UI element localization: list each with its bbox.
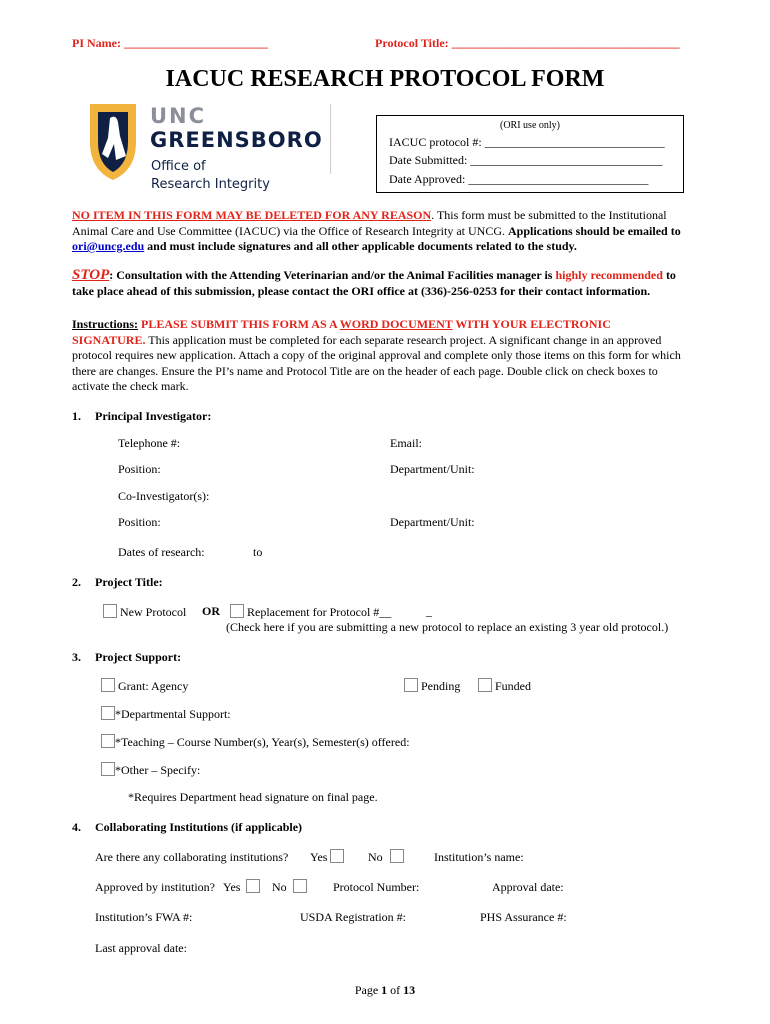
notice-text-2: Animal Care and Use Committee (IACUC) via the Office of Research Integrity at UNCG. [72,223,508,238]
telephone-label: Telephone #: [118,436,181,450]
ori-email-link[interactable]: ori@uncg.edu [72,239,145,253]
logo-greensboro: GREENSBORO [150,128,323,152]
collaborating-question: Are there any collaborating institutions? [95,850,289,864]
approval-date-label: Approval date: [492,880,564,894]
collab-no-checkbox[interactable] [390,849,404,863]
replacement-protocol-option[interactable] [230,604,391,620]
collab-yes-checkbox[interactable] [330,849,344,863]
last-approval-date-label: Last approval date: [95,941,187,955]
collab-no-label: No [368,850,383,864]
instructions-red-1: PLEASE SUBMIT THIS FORM AS A [138,317,340,331]
departmental-support-label: *Departmental Support: [115,707,231,721]
phs-assurance-label: PHS Assurance #: [480,910,567,924]
new-protocol-option[interactable] [103,604,186,620]
instructions-line-4: there are changes. Ensure the PI’s name and Protocol Title are on the header of each page. Double click on check boxes to [72,363,658,378]
other-label: *Other – Specify: [115,763,201,777]
approved-yes-label: Yes [223,880,241,894]
dates-of-research-label: Dates of research: [118,545,205,559]
grant-option[interactable] [101,678,188,694]
notice-text-emailed: Applications should be emailed to [508,223,681,238]
email-label: Email: [390,436,422,450]
other-option[interactable] [101,762,200,778]
pi-name-header: PI Name: ________________________ [72,36,268,50]
position-label: Position: [118,462,161,476]
instructions-red-2: WITH YOUR ELECTRONIC [452,317,611,331]
pending-checkbox[interactable] [404,678,418,692]
dates-to-label: to [253,545,263,559]
funded-label: Funded [495,679,531,693]
logo-research-integrity: Research Integrity [151,177,270,192]
page-of: of [387,983,404,997]
section-4-number: 4. [72,820,81,834]
instructions-red-underline: WORD DOCUMENT [339,317,453,331]
funded-option[interactable] [478,678,531,694]
notice-text-1: . This form must be submitted to the Institutional [431,208,667,222]
logo-office-of: Office of [151,159,206,174]
protocol-number-label: Protocol Number: [333,880,420,894]
department-head-note: *Requires Department head signature on final page. [128,790,378,804]
page-title: IACUC RESEARCH PROTOCOL FORM [165,66,605,92]
stop-word: STOP [72,267,110,283]
minerva-shield-icon [88,100,138,182]
logo-divider [330,104,331,174]
other-checkbox[interactable] [101,762,115,776]
grant-checkbox[interactable] [101,678,115,692]
replacement-protocol-label: Replacement for Protocol #__ [247,605,392,619]
new-protocol-label: New Protocol [120,605,187,619]
section-2-number: 2. [72,575,81,589]
stop-text-1: : Consultation with the Attending Veterinarian and/or the Animal Facilities manager is [109,268,556,282]
stop-text-2: to [662,268,676,282]
replacement-protocol-blank[interactable]: _ [426,604,432,618]
usda-registration-label: USDA Registration #: [300,910,407,924]
total-pages: 13 [403,983,416,997]
instructions-red-3: SIGNATURE. [72,332,146,347]
approved-yes-option[interactable] [223,879,260,895]
fwa-label: Institution’s FWA #: [95,910,193,924]
logo-unc: UNC [150,104,207,128]
pending-option[interactable] [404,678,460,694]
iacuc-protocol-number-field[interactable]: IACUC protocol #: ______________________________ [389,135,665,149]
collab-yes-label: Yes [310,850,328,864]
teaching-checkbox[interactable] [101,734,115,748]
date-approved-field[interactable]: Date Approved: ______________________________ [389,172,649,186]
stop-paragraph [72,268,702,299]
notice-paragraph [72,208,702,255]
approved-no-label: No [272,880,287,894]
new-protocol-checkbox[interactable] [103,604,117,618]
approved-no-option[interactable] [272,879,307,895]
or-label: OR [202,604,220,618]
instructions-label: Instructions: [72,317,139,331]
approved-yes-checkbox[interactable] [246,879,260,893]
replacement-note: (Check here if you are submitting a new protocol to replace an existing 3 year old protocol.) [226,620,669,634]
stop-highlight: highly recommended [555,268,663,282]
notice-text-3: and must include signatures and all other applicable documents related to the study. [144,239,577,253]
section-1-title: Principal Investigator: [95,409,212,423]
collab-no-option[interactable] [368,849,404,865]
co-department-label: Department/Unit: [390,515,475,529]
instructions-line-2: This application must be completed for each separate research project. A significant change in an approved [145,332,662,347]
institution-name-label: Institution’s name: [434,850,524,864]
ori-use-only-box [376,115,684,193]
funded-checkbox[interactable] [478,678,492,692]
section-3-number: 3. [72,650,81,664]
section-4-title: Collaborating Institutions (if applicable) [95,820,303,834]
instructions-paragraph [72,317,702,395]
departmental-support-option[interactable] [101,706,231,722]
grant-label: Grant: Agency [118,679,189,693]
teaching-option[interactable] [101,734,410,750]
department-label: Department/Unit: [390,462,475,476]
stop-text-line2: take place ahead of this submission, please contact the ORI office at (336)-256-0253 for their contact information. [72,283,651,298]
instructions-line-3: protocol requires new application. Attach a copy of the original approval and complete only those items on this form for which [72,348,681,362]
co-position-label: Position: [118,515,161,529]
notice-red: NO ITEM IN THIS FORM MAY BE DELETED FOR ANY REASON [72,208,432,222]
approved-by-institution-label: Approved by institution? [95,880,215,894]
page-number [0,983,770,998]
section-1-number: 1. [72,409,81,423]
instructions-line-5: activate the check mark. [72,379,189,393]
co-investigators-label: Co-Investigator(s): [118,489,210,503]
current-page: 1 [381,983,388,997]
teaching-label: *Teaching – Course Number(s), Year(s), Semester(s) offered: [115,735,410,749]
page-word: Page [354,983,382,997]
approved-no-checkbox[interactable] [293,879,307,893]
uncg-logo [88,100,338,196]
date-submitted-field[interactable]: Date Submitted: ________________________________ [389,153,663,167]
section-2-title: Project Title: [95,575,163,589]
pending-label: Pending [421,679,461,693]
section-3-title: Project Support: [95,650,182,664]
departmental-support-checkbox[interactable] [101,706,115,720]
ori-use-only-label: (ORI use only) [500,120,560,131]
replacement-protocol-checkbox[interactable] [230,604,244,618]
collab-yes-option[interactable] [310,849,344,865]
protocol-title-header: Protocol Title: ______________________________________ [375,36,680,50]
